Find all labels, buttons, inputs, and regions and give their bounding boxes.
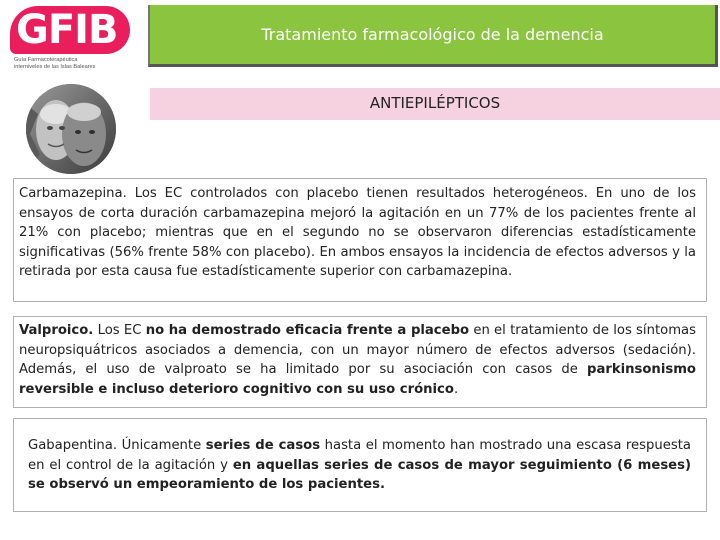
gabapentina-text-2: hasta el momento han mostrado una escasa respuesta en el control de la agitación y (28, 438, 692, 473)
valproico-text-3: . (453, 381, 459, 397)
valproico-panel (13, 316, 707, 408)
valproico-text-2: en el tratamiento de los síntomas neuropsiquátricos asociados a demencia, con un mayor número de efectos adversos (sedación). Además, el uso de valproato se ha limitado por su asociación con casos de (19, 323, 696, 378)
section-banner (150, 88, 720, 120)
gabapentina-bold-2: en aquellas series de casos de mayor seguimiento (6 meses) se observó un empeoramiento de los pacientes. (28, 457, 691, 493)
gabapentina-text-1: Únicamente (117, 438, 206, 453)
carbamazepina-paragraph (19, 184, 696, 282)
valproico-bold-2: parkinsonismo reversible e incluso deterioro cognitivo con su uso crónico (19, 362, 696, 397)
gabapentina-panel (13, 418, 707, 512)
gabapentina-term: Gabapentina. (28, 438, 118, 453)
carbamazepina-text: Los EC controlados con placebo tienen resultados heterogéneos. En uno de los ensayos de corta duración carbamazepina mejoró la agitación en un 77% de los pacientes frente al 21% con placebo; mientras que en el segundo no se observaron diferencias estadísticamente significativas (56% frente 58% con placebo). En ambos ensayos la incidencia de efectos adversos y la retirada por esta causa fue estadísticamente superior con carbamazepina. (19, 186, 696, 280)
logo-subtitle-line2: interniveles de las Islas Baleares (14, 63, 96, 70)
title-banner (148, 5, 718, 67)
gfib-logo (10, 6, 134, 76)
gabapentina-paragraph (28, 436, 691, 495)
gabapentina-bold-1: series de casos (205, 438, 321, 453)
logo-subtitle (14, 57, 154, 70)
valproico-paragraph (19, 321, 696, 399)
logo-subtitle-line1: Guía Farmacoterapéutica (14, 57, 78, 63)
section-title: ANTIEPILÉPTICOS (369, 94, 501, 112)
valproico-bold-1: no ha demostrado eficacia frente a placebo (145, 323, 470, 338)
carbamazepina-panel (13, 178, 707, 302)
logo-badge (10, 6, 130, 54)
elderly-faces-image (26, 84, 116, 174)
valproico-text-1: Los EC (93, 323, 146, 338)
logo-text: GFIB (16, 7, 118, 53)
page-title: Tratamiento farmacológico de la demencia (261, 25, 604, 44)
carbamazepina-term: Carbamazepina. (19, 186, 127, 201)
faces-illustration (26, 84, 116, 174)
valproico-term: Valproico. (19, 323, 94, 338)
